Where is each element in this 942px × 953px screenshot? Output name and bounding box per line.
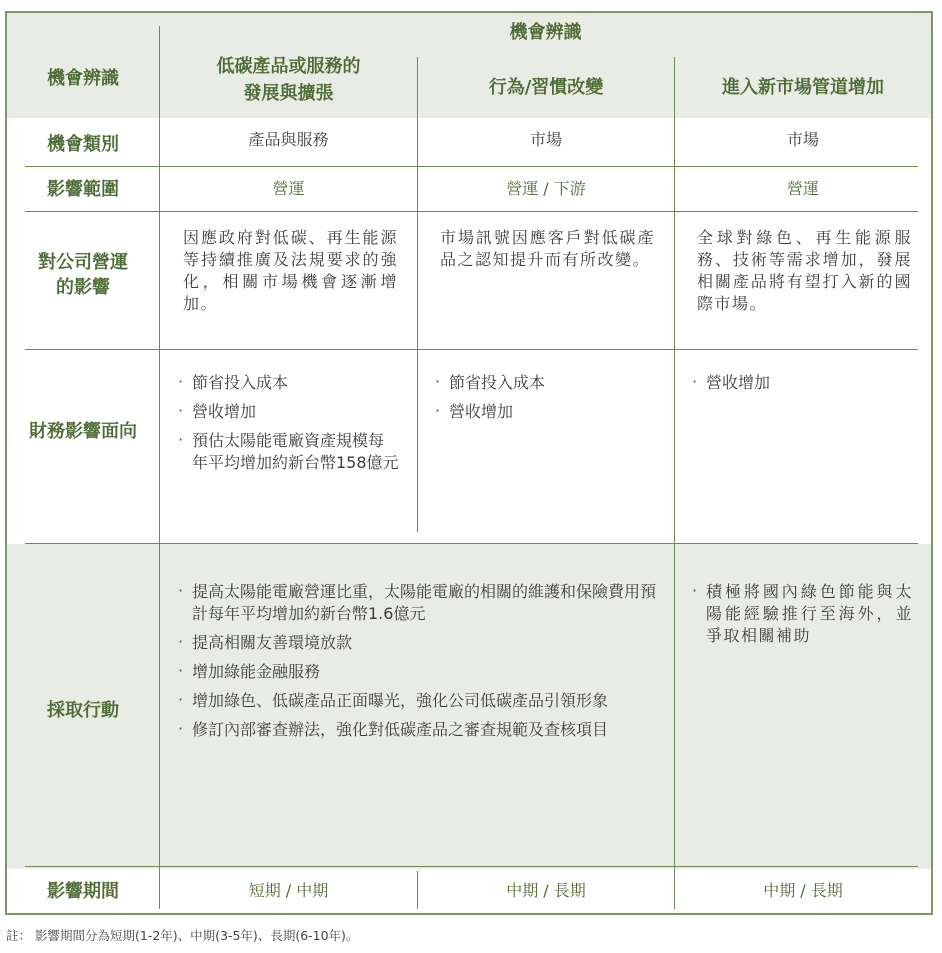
actions-cell-3 (691, 581, 913, 654)
financial-list-3 (691, 372, 913, 394)
scope-cell-1: 營運 (272, 179, 305, 198)
type-cell-2: 市場 (529, 130, 562, 149)
row-label-scope: 影響範圍 (47, 179, 119, 200)
financial-cell-1 (177, 372, 399, 481)
row-label-financial: 財務影響面向 (29, 421, 137, 442)
financial-cell-2 (434, 372, 656, 430)
footnote: 註： 影響期間分為短期(1-2年)、中期(3-5年)、長期(6-10年)。 (6, 928, 359, 943)
list-item: · 提高太陽能電廠營運比重，太陽能電廠的相關的維護和保險費用預計每年平均增加約新台幣1.6億元 (177, 581, 657, 625)
list-item: · 積極將國內綠色節能與太陽能經驗推行至海外，並爭取相關補助 (691, 581, 913, 647)
column-header-1: 低碳產品或服務的 發展與擴張 (216, 56, 361, 104)
list-item: · 營收增加 (691, 372, 913, 394)
row-divider-3 (25, 349, 918, 350)
actions-list-12 (177, 581, 657, 741)
period-cell-3: 中期 / 長期 (763, 881, 843, 900)
column-header-2: 行為/習慣改變 (488, 77, 604, 98)
row-label-type: 機會類別 (47, 134, 119, 155)
impact-cell-2: 市場訊號因應客戶對低碳產品之認知提升而有所改變。 (440, 228, 655, 269)
row-divider-2 (25, 211, 918, 212)
impact-cell-1: 因應政府對低碳、再生能源等持續推廣及法規要求的強化，相關市場機會逐漸增加。 (183, 228, 398, 313)
period-cell-1: 短期 / 中期 (248, 881, 329, 900)
row-divider-1 (25, 166, 918, 167)
row-divider-5 (25, 866, 918, 867)
row-label-period: 影響期間 (47, 881, 119, 902)
group-header: 機會辨識 (509, 22, 582, 43)
column-header-3: 進入新市場管道增加 (722, 77, 884, 98)
period-cell-2: 中期 / 長期 (506, 881, 586, 900)
list-item: · 營收增加 (177, 401, 399, 423)
list-item: · 營收增加 (434, 401, 656, 423)
opportunity-table (5, 11, 933, 915)
financial-list-1 (177, 372, 399, 474)
list-item: · 提高相關友善環境放款 (177, 632, 657, 654)
type-cell-3: 市場 (786, 130, 819, 149)
financial-cell-3 (691, 372, 913, 401)
type-cell-1: 產品與服務 (248, 130, 329, 149)
corner-header: 機會辨識 (47, 68, 119, 89)
scope-cell-2: 營運 / 下游 (506, 179, 586, 198)
financial-list-2 (434, 372, 656, 423)
row-label-actions: 採取行動 (47, 700, 119, 721)
scope-cell-3: 營運 (786, 179, 819, 198)
label-column-divider (159, 26, 160, 909)
actions-list-3 (691, 581, 913, 647)
list-item: · 增加綠能金融服務 (177, 661, 657, 683)
list-item: · 節省投入成本 (434, 372, 656, 394)
list-item: · 節省投入成本 (177, 372, 399, 394)
impact-cell-3: 全球對綠色、再生能源服務、技術等需求增加，發展相關產品將有望打入新的國際市場。 (697, 228, 912, 313)
list-item: · 修訂內部審查辦法，強化對低碳產品之審查規範及查核項目 (177, 719, 657, 741)
list-item: · 預估太陽能電廠資產規模每年平均增加約新台幣158億元 (177, 430, 399, 474)
row-divider-4 (25, 543, 918, 544)
actions-cell-12 (177, 581, 657, 748)
row-label-impact: 對公司營運 的影響 (38, 252, 128, 298)
list-item: · 增加綠色、低碳產品正面曝光，強化公司低碳產品引領形象 (177, 690, 657, 712)
